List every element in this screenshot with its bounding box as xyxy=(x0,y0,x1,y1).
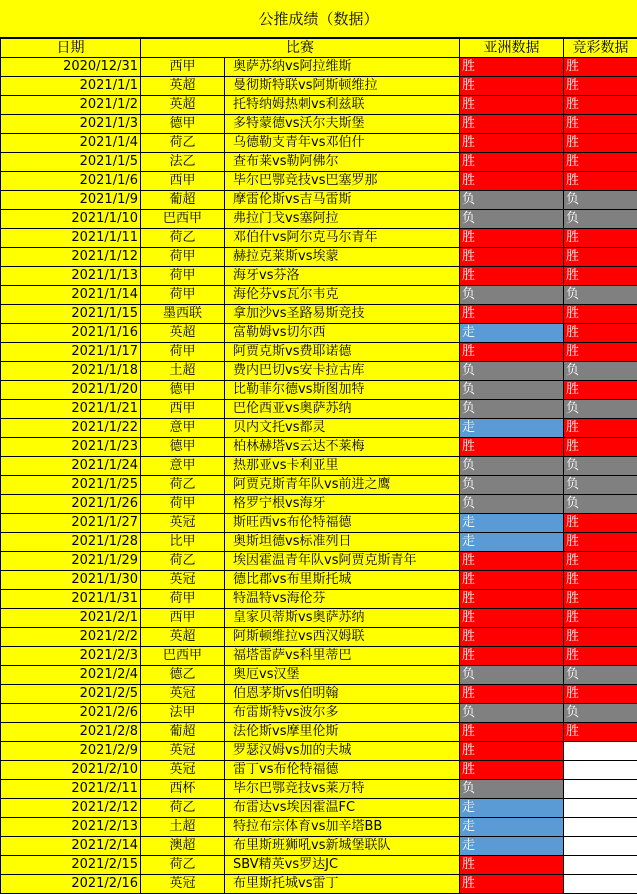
asia-result-cell: 负 xyxy=(460,210,564,229)
match-cell: 热那亚vs卡利亚里 xyxy=(225,457,460,476)
lottery-result-cell: 负 xyxy=(564,495,637,514)
header-row xyxy=(1,39,637,58)
date-cell: 2021/1/22 xyxy=(1,419,141,438)
lottery-result-cell: 胜 xyxy=(564,590,637,609)
league-cell: 英冠 xyxy=(141,685,225,704)
date-cell: 2021/1/10 xyxy=(1,210,141,229)
table-row xyxy=(1,381,637,400)
table-row xyxy=(1,590,637,609)
asia-result-cell: 负 xyxy=(460,381,564,400)
date-cell: 2021/1/20 xyxy=(1,381,141,400)
asia-result-cell: 胜 xyxy=(460,153,564,172)
match-cell: 奥斯坦德vs标准列日 xyxy=(225,533,460,552)
lottery-result-cell: 胜 xyxy=(564,134,637,153)
match-cell: 皇家贝蒂斯vs奥萨苏纳 xyxy=(225,609,460,628)
table-row xyxy=(1,134,637,153)
league-cell: 英冠 xyxy=(141,875,225,894)
match-cell: 海伦芬vs瓦尔韦克 xyxy=(225,286,460,305)
lottery-result-cell: 胜 xyxy=(564,96,637,115)
league-cell: 英冠 xyxy=(141,514,225,533)
league-cell: 意甲 xyxy=(141,457,225,476)
date-cell: 2021/1/27 xyxy=(1,514,141,533)
asia-result-cell: 负 xyxy=(460,457,564,476)
table-row xyxy=(1,400,637,419)
table-row xyxy=(1,666,637,685)
lottery-result-cell: 胜 xyxy=(564,514,637,533)
match-cell: 赫拉克莱斯vs埃蒙 xyxy=(225,248,460,267)
asia-result-cell: 胜 xyxy=(460,172,564,191)
match-cell: 斯旺西vs布伦特福德 xyxy=(225,514,460,533)
date-cell: 2021/2/15 xyxy=(1,856,141,875)
asia-result-cell: 胜 xyxy=(460,609,564,628)
table-row xyxy=(1,305,637,324)
sheet-title: 公推成绩（数据） xyxy=(0,0,637,38)
date-cell: 2021/1/21 xyxy=(1,400,141,419)
table-row xyxy=(1,495,637,514)
table-row xyxy=(1,191,637,210)
table-row xyxy=(1,77,637,96)
table-row xyxy=(1,286,637,305)
lottery-result-cell: 胜 xyxy=(564,229,637,248)
league-cell: 土超 xyxy=(141,362,225,381)
table-row xyxy=(1,324,637,343)
table-row xyxy=(1,343,637,362)
lottery-result-cell xyxy=(564,780,637,799)
match-cell: 毕尔巴鄂竞技vs巴塞罗那 xyxy=(225,172,460,191)
header-date: 日期 xyxy=(1,39,141,58)
table-row xyxy=(1,267,637,286)
asia-result-cell: 走 xyxy=(460,837,564,856)
asia-result-cell: 负 xyxy=(460,666,564,685)
match-cell: 托特纳姆热刺vs利兹联 xyxy=(225,96,460,115)
match-cell: 弗拉门戈vs塞阿拉 xyxy=(225,210,460,229)
date-cell: 2021/1/5 xyxy=(1,153,141,172)
lottery-result-cell: 负 xyxy=(564,704,637,723)
asia-result-cell: 胜 xyxy=(460,856,564,875)
match-cell: 罗瑟汉姆vs加的夫城 xyxy=(225,742,460,761)
table-row xyxy=(1,628,637,647)
lottery-result-cell: 胜 xyxy=(564,343,637,362)
match-cell: 比勒菲尔德vs斯图加特 xyxy=(225,381,460,400)
date-cell: 2021/1/17 xyxy=(1,343,141,362)
date-cell: 2021/2/9 xyxy=(1,742,141,761)
lottery-result-cell xyxy=(564,875,637,894)
league-cell: 英冠 xyxy=(141,742,225,761)
lottery-result-cell xyxy=(564,856,637,875)
lottery-result-cell xyxy=(564,799,637,818)
asia-result-cell: 胜 xyxy=(460,438,564,457)
asia-result-cell: 胜 xyxy=(460,571,564,590)
league-cell: 英超 xyxy=(141,628,225,647)
match-cell: 巴伦西亚vs奥萨苏纳 xyxy=(225,400,460,419)
asia-result-cell: 胜 xyxy=(460,305,564,324)
lottery-result-cell xyxy=(564,818,637,837)
lottery-result-cell: 胜 xyxy=(564,381,637,400)
date-cell: 2021/1/2 xyxy=(1,96,141,115)
league-cell: 法甲 xyxy=(141,704,225,723)
table-row xyxy=(1,609,637,628)
league-cell: 西甲 xyxy=(141,58,225,77)
asia-result-cell: 胜 xyxy=(460,875,564,894)
date-cell: 2021/1/29 xyxy=(1,552,141,571)
match-cell: 曼彻斯特联vs阿斯顿维拉 xyxy=(225,77,460,96)
table-row xyxy=(1,647,637,666)
lottery-result-cell: 胜 xyxy=(564,647,637,666)
match-cell: 德比郡vs布里斯托城 xyxy=(225,571,460,590)
league-cell: 荷甲 xyxy=(141,590,225,609)
date-cell: 2021/1/28 xyxy=(1,533,141,552)
asia-result-cell: 走 xyxy=(460,514,564,533)
match-cell: 布里斯托城vs雷丁 xyxy=(225,875,460,894)
lottery-result-cell: 胜 xyxy=(564,305,637,324)
date-cell: 2021/1/3 xyxy=(1,115,141,134)
table-row xyxy=(1,438,637,457)
league-cell: 西杯 xyxy=(141,780,225,799)
date-cell: 2021/2/13 xyxy=(1,818,141,837)
asia-result-cell: 胜 xyxy=(460,742,564,761)
match-cell: 法伦斯vs摩里伦斯 xyxy=(225,723,460,742)
lottery-result-cell: 胜 xyxy=(564,58,637,77)
header-lottery: 竞彩数据 xyxy=(564,39,637,58)
league-cell: 土超 xyxy=(141,818,225,837)
asia-result-cell: 走 xyxy=(460,324,564,343)
table-row xyxy=(1,837,637,856)
table-row xyxy=(1,799,637,818)
league-cell: 西甲 xyxy=(141,172,225,191)
match-cell: 毕尔巴鄂竞技vs莱万特 xyxy=(225,780,460,799)
date-cell: 2021/2/14 xyxy=(1,837,141,856)
table-row xyxy=(1,685,637,704)
asia-result-cell: 负 xyxy=(460,704,564,723)
table-row xyxy=(1,856,637,875)
date-cell: 2021/2/4 xyxy=(1,666,141,685)
asia-result-cell: 胜 xyxy=(460,134,564,153)
match-cell: 格罗宁根vs海牙 xyxy=(225,495,460,514)
lottery-result-cell xyxy=(564,742,637,761)
date-cell: 2021/1/9 xyxy=(1,191,141,210)
table-row xyxy=(1,723,637,742)
asia-result-cell: 胜 xyxy=(460,96,564,115)
asia-result-cell: 胜 xyxy=(460,647,564,666)
date-cell: 2021/1/12 xyxy=(1,248,141,267)
asia-result-cell: 胜 xyxy=(460,267,564,286)
lottery-result-cell: 胜 xyxy=(564,438,637,457)
lottery-result-cell: 胜 xyxy=(564,153,637,172)
lottery-result-cell: 负 xyxy=(564,191,637,210)
asia-result-cell: 负 xyxy=(460,400,564,419)
asia-result-cell: 胜 xyxy=(460,77,564,96)
asia-result-cell: 胜 xyxy=(460,229,564,248)
date-cell: 2020/12/31 xyxy=(1,58,141,77)
league-cell: 荷甲 xyxy=(141,286,225,305)
table-row xyxy=(1,419,637,438)
asia-result-cell: 胜 xyxy=(460,552,564,571)
lottery-result-cell: 胜 xyxy=(564,628,637,647)
match-cell: 拿加沙vs圣路易斯竞技 xyxy=(225,305,460,324)
lottery-result-cell: 胜 xyxy=(564,77,637,96)
table-row xyxy=(1,115,637,134)
table-row xyxy=(1,153,637,172)
asia-result-cell: 胜 xyxy=(460,628,564,647)
date-cell: 2021/2/1 xyxy=(1,609,141,628)
match-cell: 费内巴切vs安卡拉古库 xyxy=(225,362,460,381)
match-cell: 多特蒙德vs沃尔夫斯堡 xyxy=(225,115,460,134)
date-cell: 2021/2/3 xyxy=(1,647,141,666)
header-match: 比赛 xyxy=(141,39,460,58)
league-cell: 荷乙 xyxy=(141,229,225,248)
table-row xyxy=(1,571,637,590)
table-row xyxy=(1,818,637,837)
lottery-result-cell: 胜 xyxy=(564,552,637,571)
asia-result-cell: 负 xyxy=(460,191,564,210)
match-cell: 富勒姆vs切尔西 xyxy=(225,324,460,343)
league-cell: 荷甲 xyxy=(141,267,225,286)
lottery-result-cell: 负 xyxy=(564,210,637,229)
league-cell: 法乙 xyxy=(141,153,225,172)
league-cell: 西甲 xyxy=(141,400,225,419)
date-cell: 2021/1/1 xyxy=(1,77,141,96)
league-cell: 西甲 xyxy=(141,609,225,628)
date-cell: 2021/1/15 xyxy=(1,305,141,324)
table-row xyxy=(1,742,637,761)
league-cell: 英冠 xyxy=(141,761,225,780)
match-cell: 布里斯班狮吼vs新城堡联队 xyxy=(225,837,460,856)
lottery-result-cell: 胜 xyxy=(564,533,637,552)
match-cell: 布雷斯特vs波尔多 xyxy=(225,704,460,723)
match-cell: 埃因霍温青年队vs阿贾克斯青年 xyxy=(225,552,460,571)
asia-result-cell: 走 xyxy=(460,818,564,837)
table-row xyxy=(1,552,637,571)
league-cell: 巴西甲 xyxy=(141,647,225,666)
asia-result-cell: 负 xyxy=(460,476,564,495)
match-cell: 特温特vs海伦芬 xyxy=(225,590,460,609)
asia-result-cell: 走 xyxy=(460,533,564,552)
lottery-result-cell: 胜 xyxy=(564,571,637,590)
asia-result-cell: 胜 xyxy=(460,248,564,267)
lottery-result-cell xyxy=(564,837,637,856)
lottery-result-cell: 胜 xyxy=(564,419,637,438)
date-cell: 2021/1/25 xyxy=(1,476,141,495)
match-cell: 特拉布宗体育vs加辛塔BB xyxy=(225,818,460,837)
asia-result-cell: 胜 xyxy=(460,115,564,134)
table-row xyxy=(1,457,637,476)
table-row xyxy=(1,210,637,229)
date-cell: 2021/1/23 xyxy=(1,438,141,457)
asia-result-cell: 走 xyxy=(460,799,564,818)
league-cell: 英超 xyxy=(141,77,225,96)
lottery-result-cell: 胜 xyxy=(564,267,637,286)
match-cell: 查布莱vs勒阿佛尔 xyxy=(225,153,460,172)
lottery-result-cell: 负 xyxy=(564,400,637,419)
league-cell: 荷乙 xyxy=(141,799,225,818)
lottery-result-cell: 负 xyxy=(564,666,637,685)
date-cell: 2021/1/30 xyxy=(1,571,141,590)
date-cell: 2021/2/16 xyxy=(1,875,141,894)
asia-result-cell: 胜 xyxy=(460,58,564,77)
date-cell: 2021/1/11 xyxy=(1,229,141,248)
date-cell: 2021/2/10 xyxy=(1,761,141,780)
table-row xyxy=(1,362,637,381)
league-cell: 荷乙 xyxy=(141,856,225,875)
date-cell: 2021/1/18 xyxy=(1,362,141,381)
date-cell: 2021/1/4 xyxy=(1,134,141,153)
asia-result-cell: 负 xyxy=(460,495,564,514)
table-row xyxy=(1,761,637,780)
match-cell: 摩雷伦斯vs吉马雷斯 xyxy=(225,191,460,210)
asia-result-cell: 胜 xyxy=(460,343,564,362)
table-row xyxy=(1,96,637,115)
league-cell: 荷甲 xyxy=(141,495,225,514)
league-cell: 葡超 xyxy=(141,191,225,210)
lottery-result-cell: 胜 xyxy=(564,248,637,267)
league-cell: 荷乙 xyxy=(141,552,225,571)
asia-result-cell: 走 xyxy=(460,419,564,438)
table-row xyxy=(1,704,637,723)
table-row xyxy=(1,172,637,191)
league-cell: 澳超 xyxy=(141,837,225,856)
match-cell: 阿斯顿维拉vs西汉姆联 xyxy=(225,628,460,647)
lottery-result-cell: 胜 xyxy=(564,685,637,704)
date-cell: 2021/1/13 xyxy=(1,267,141,286)
header-asia: 亚洲数据 xyxy=(460,39,564,58)
date-cell: 2021/2/2 xyxy=(1,628,141,647)
lottery-result-cell: 负 xyxy=(564,286,637,305)
date-cell: 2021/1/24 xyxy=(1,457,141,476)
date-cell: 2021/1/26 xyxy=(1,495,141,514)
asia-result-cell: 胜 xyxy=(460,590,564,609)
match-cell: 伯恩茅斯vs伯明翰 xyxy=(225,685,460,704)
match-cell: 福塔雷萨vs科里蒂巴 xyxy=(225,647,460,666)
date-cell: 2021/1/6 xyxy=(1,172,141,191)
match-cell: 贝内文托vs都灵 xyxy=(225,419,460,438)
table-row xyxy=(1,476,637,495)
match-cell: 阿贾克斯青年队vs前进之鹰 xyxy=(225,476,460,495)
lottery-result-cell: 负 xyxy=(564,476,637,495)
match-cell: 奥厄vs汉堡 xyxy=(225,666,460,685)
date-cell: 2021/2/6 xyxy=(1,704,141,723)
date-cell: 2021/2/12 xyxy=(1,799,141,818)
match-cell: 布雷达vs埃因霍温FC xyxy=(225,799,460,818)
asia-result-cell: 胜 xyxy=(460,723,564,742)
date-cell: 2021/1/14 xyxy=(1,286,141,305)
league-cell: 英冠 xyxy=(141,571,225,590)
asia-result-cell: 胜 xyxy=(460,685,564,704)
league-cell: 巴西甲 xyxy=(141,210,225,229)
league-cell: 荷甲 xyxy=(141,248,225,267)
league-cell: 德甲 xyxy=(141,115,225,134)
asia-result-cell: 负 xyxy=(460,780,564,799)
table-row xyxy=(1,58,637,77)
lottery-result-cell: 胜 xyxy=(564,723,637,742)
league-cell: 意甲 xyxy=(141,419,225,438)
league-cell: 比甲 xyxy=(141,533,225,552)
league-cell: 德甲 xyxy=(141,438,225,457)
date-cell: 2021/2/8 xyxy=(1,723,141,742)
match-cell: 雷丁vs布伦特福德 xyxy=(225,761,460,780)
table-row xyxy=(1,533,637,552)
league-cell: 葡超 xyxy=(141,723,225,742)
league-cell: 德乙 xyxy=(141,666,225,685)
asia-result-cell: 负 xyxy=(460,286,564,305)
lottery-result-cell: 胜 xyxy=(564,609,637,628)
league-cell: 英超 xyxy=(141,96,225,115)
league-cell: 英超 xyxy=(141,324,225,343)
match-cell: 海牙vs芬洛 xyxy=(225,267,460,286)
league-cell: 荷乙 xyxy=(141,134,225,153)
match-cell: 乌德勒支青年vs邓伯什 xyxy=(225,134,460,153)
table-row xyxy=(1,514,637,533)
lottery-result-cell: 胜 xyxy=(564,172,637,191)
date-cell: 2021/1/31 xyxy=(1,590,141,609)
table-row xyxy=(1,875,637,894)
lottery-result-cell xyxy=(564,761,637,780)
match-cell: 奥萨苏纳vs阿拉维斯 xyxy=(225,58,460,77)
league-cell: 墨西联 xyxy=(141,305,225,324)
match-cell: SBV精英vs罗达JC xyxy=(225,856,460,875)
date-cell: 2021/2/5 xyxy=(1,685,141,704)
results-table xyxy=(0,38,637,894)
match-cell: 柏林赫塔vs云达不莱梅 xyxy=(225,438,460,457)
table-row xyxy=(1,229,637,248)
league-cell: 德甲 xyxy=(141,381,225,400)
league-cell: 荷乙 xyxy=(141,476,225,495)
lottery-result-cell: 负 xyxy=(564,362,637,381)
match-cell: 邓伯什vs阿尔克马尔青年 xyxy=(225,229,460,248)
asia-result-cell: 负 xyxy=(460,362,564,381)
match-cell: 阿贾克斯vs费耶诺德 xyxy=(225,343,460,362)
date-cell: 2021/1/16 xyxy=(1,324,141,343)
table-row xyxy=(1,780,637,799)
asia-result-cell: 胜 xyxy=(460,761,564,780)
lottery-result-cell: 胜 xyxy=(564,115,637,134)
league-cell: 荷甲 xyxy=(141,343,225,362)
results-body xyxy=(1,58,637,894)
date-cell: 2021/2/11 xyxy=(1,780,141,799)
lottery-result-cell: 胜 xyxy=(564,324,637,343)
table-row xyxy=(1,248,637,267)
lottery-result-cell: 负 xyxy=(564,457,637,476)
